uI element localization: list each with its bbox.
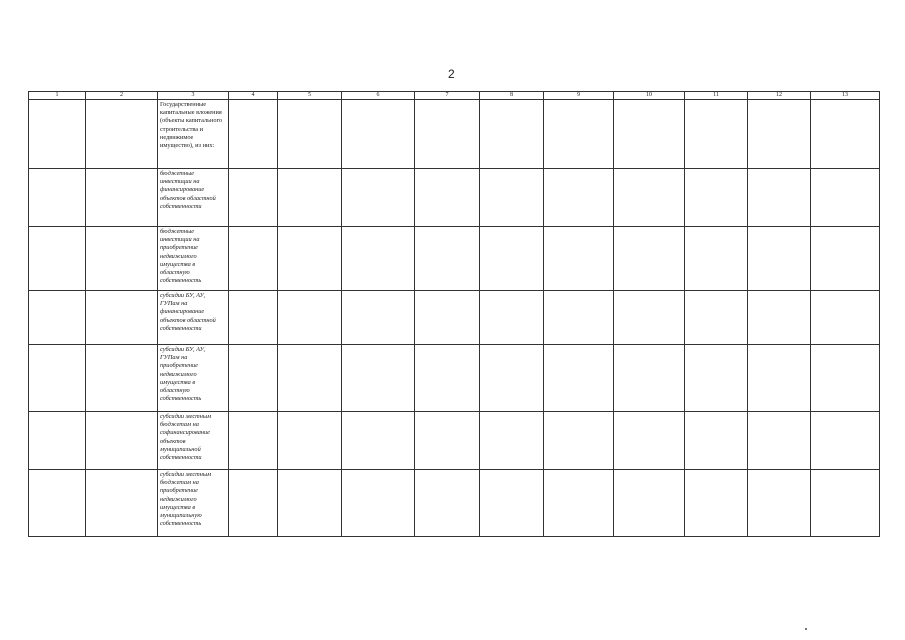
row-label: бюджетные инвестиции на приобретение недвижимого имущества в областную собственность <box>158 227 229 291</box>
empty-cell <box>614 227 685 291</box>
empty-cell <box>229 412 278 470</box>
column-number: 1 <box>29 92 86 100</box>
empty-cell <box>811 470 880 537</box>
empty-cell <box>614 470 685 537</box>
row-label: субсидии местным бюджетам на софинансирование объектов муниципальной собственности <box>158 412 229 470</box>
table-row <box>29 291 880 345</box>
empty-cell <box>278 345 342 412</box>
table-row <box>29 169 880 227</box>
empty-cell <box>415 169 480 227</box>
empty-cell <box>480 169 544 227</box>
empty-cell <box>86 412 158 470</box>
empty-cell <box>544 100 614 169</box>
empty-cell <box>229 345 278 412</box>
empty-cell <box>614 100 685 169</box>
empty-cell <box>480 227 544 291</box>
empty-cell <box>278 291 342 345</box>
row-label: субсидии БУ, АУ, ГУПам на приобретение недвижимого имущества в областную собственность <box>158 345 229 412</box>
empty-cell <box>29 412 86 470</box>
empty-cell <box>415 470 480 537</box>
empty-cell <box>748 227 811 291</box>
empty-cell <box>614 412 685 470</box>
empty-cell <box>229 291 278 345</box>
empty-cell <box>229 227 278 291</box>
empty-cell <box>29 291 86 345</box>
empty-cell <box>811 345 880 412</box>
column-number: 6 <box>342 92 415 100</box>
empty-cell <box>342 100 415 169</box>
table-row <box>29 100 880 169</box>
empty-cell <box>342 412 415 470</box>
empty-cell <box>685 470 748 537</box>
table-row <box>29 412 880 470</box>
empty-cell <box>342 169 415 227</box>
empty-cell <box>86 100 158 169</box>
empty-cell <box>415 291 480 345</box>
empty-cell <box>544 412 614 470</box>
empty-cell <box>86 291 158 345</box>
empty-cell <box>278 100 342 169</box>
column-number: 12 <box>748 92 811 100</box>
empty-cell <box>811 169 880 227</box>
empty-cell <box>342 470 415 537</box>
column-number: 5 <box>278 92 342 100</box>
empty-cell <box>748 345 811 412</box>
empty-cell <box>29 345 86 412</box>
table-row <box>29 345 880 412</box>
empty-cell <box>86 169 158 227</box>
column-number: 3 <box>158 92 229 100</box>
empty-cell <box>544 470 614 537</box>
row-label: Государственные капитальные вложения (объекты капитального строительства и недвижимое имущество), из них: <box>158 100 229 169</box>
empty-cell <box>748 100 811 169</box>
empty-cell <box>685 227 748 291</box>
empty-cell <box>614 345 685 412</box>
empty-cell <box>29 169 86 227</box>
empty-cell <box>480 470 544 537</box>
column-number: 13 <box>811 92 880 100</box>
empty-cell <box>811 412 880 470</box>
empty-cell <box>278 412 342 470</box>
empty-cell <box>811 291 880 345</box>
empty-cell <box>685 345 748 412</box>
table-row <box>29 470 880 537</box>
empty-cell <box>480 291 544 345</box>
capital-investments-table <box>28 91 880 537</box>
column-number-row <box>29 92 880 100</box>
empty-cell <box>415 345 480 412</box>
empty-cell <box>748 291 811 345</box>
column-number: 10 <box>614 92 685 100</box>
empty-cell <box>86 227 158 291</box>
column-number: 2 <box>86 92 158 100</box>
empty-cell <box>614 169 685 227</box>
empty-cell <box>342 345 415 412</box>
empty-cell <box>480 345 544 412</box>
empty-cell <box>415 227 480 291</box>
empty-cell <box>86 470 158 537</box>
column-number: 7 <box>415 92 480 100</box>
empty-cell <box>544 169 614 227</box>
empty-cell <box>685 100 748 169</box>
table-row <box>29 227 880 291</box>
empty-cell <box>748 470 811 537</box>
empty-cell <box>342 291 415 345</box>
empty-cell <box>480 100 544 169</box>
empty-cell <box>278 169 342 227</box>
page-number: 2 <box>448 67 455 81</box>
empty-cell <box>278 227 342 291</box>
column-number: 4 <box>229 92 278 100</box>
column-number: 11 <box>685 92 748 100</box>
empty-cell <box>685 291 748 345</box>
empty-cell <box>29 100 86 169</box>
column-number: 8 <box>480 92 544 100</box>
empty-cell <box>544 291 614 345</box>
empty-cell <box>748 169 811 227</box>
row-label: субсидии местным бюджетам на приобретение недвижимого имущества в муниципальную собственность <box>158 470 229 537</box>
empty-cell <box>229 100 278 169</box>
empty-cell <box>614 291 685 345</box>
empty-cell <box>415 100 480 169</box>
empty-cell <box>86 345 158 412</box>
empty-cell <box>29 227 86 291</box>
empty-cell <box>685 412 748 470</box>
empty-cell <box>29 470 86 537</box>
row-label: субсидии БУ, АУ, ГУПам на финансирование объектов областной собственности <box>158 291 229 345</box>
empty-cell <box>480 412 544 470</box>
empty-cell <box>415 412 480 470</box>
column-number: 9 <box>544 92 614 100</box>
empty-cell <box>229 470 278 537</box>
empty-cell <box>544 227 614 291</box>
empty-cell <box>544 345 614 412</box>
empty-cell <box>811 100 880 169</box>
row-label: бюджетные инвестиции на финансирование объектов областной собственности <box>158 169 229 227</box>
empty-cell <box>811 227 880 291</box>
empty-cell <box>748 412 811 470</box>
empty-cell <box>229 169 278 227</box>
empty-cell <box>278 470 342 537</box>
scan-speck <box>805 628 807 630</box>
empty-cell <box>342 227 415 291</box>
empty-cell <box>685 169 748 227</box>
